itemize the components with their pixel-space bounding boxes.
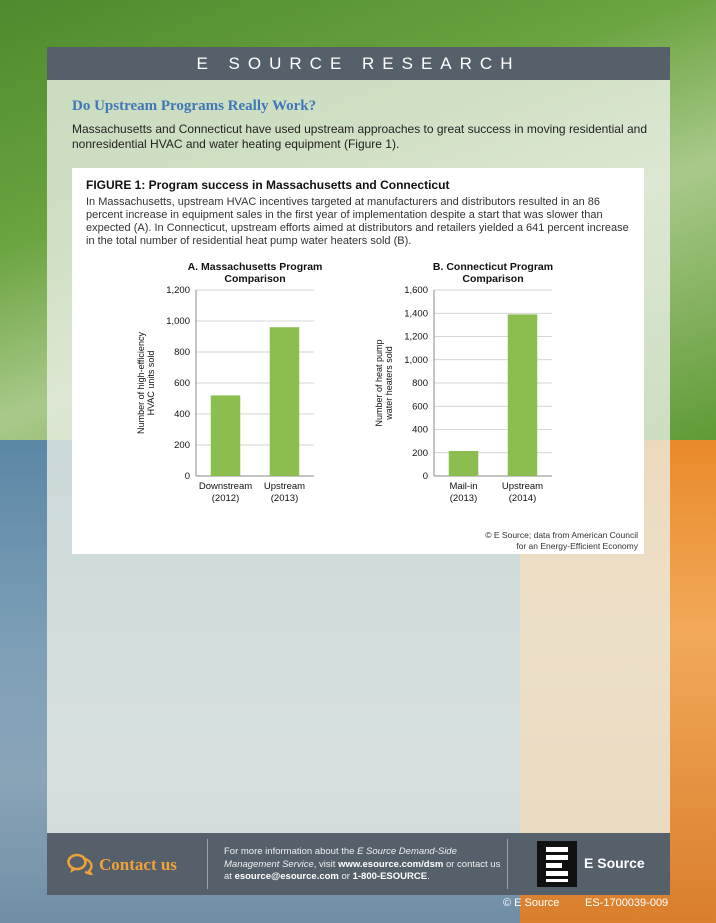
logo-text: E Source	[584, 855, 645, 871]
footer-info-mid3: or	[338, 871, 353, 882]
figure-description: In Massachusetts, upstream HVAC incentives targeted at manufacturers and distributors resulted in an 86 percent increase in equipment sales in the first year of implementation despite a start that was slower than expected (A). In Connecticut, upstream efforts aimed at distributors and retailers yielded a 641 percent increase in the total number of residential heat pump water heaters sold (B).	[86, 196, 629, 247]
document-code: ES-1700039-009	[585, 897, 669, 909]
footer-info-pre: For more information about the	[224, 846, 358, 857]
credit-line-1: © E Source; data from American Council	[485, 530, 638, 540]
y-axis-label: Number of heat pump	[374, 339, 384, 427]
figure-box	[72, 168, 644, 554]
y-tick-label: 0	[184, 471, 190, 482]
chart-title: B. Connecticut Program	[432, 261, 554, 273]
y-tick-label: 1,200	[166, 285, 190, 296]
speech-bubbles-icon[interactable]	[67, 853, 93, 875]
footer-service-name: E Source Demand-Side Management Service	[224, 846, 457, 870]
bar	[449, 451, 479, 476]
bar	[270, 327, 300, 476]
y-tick-label: 0	[422, 471, 428, 482]
footer-info-end: .	[427, 871, 430, 882]
y-tick-label: 1,000	[166, 316, 190, 327]
footer-divider	[507, 839, 508, 889]
y-tick-label: 200	[412, 447, 428, 459]
x-tick-label: (2013)	[270, 493, 299, 504]
y-tick-label: 200	[174, 440, 190, 451]
intro-text: Massachusetts and Connecticut have used upstream approaches to great success in moving residential and nonresidential HVAC and water heating equipment (Figure 1).	[72, 122, 647, 151]
x-tick-label: Mail-in	[449, 481, 478, 492]
contact-us-link[interactable]: Contact us	[99, 855, 177, 874]
footer-info	[224, 846, 504, 884]
y-tick-label: 600	[412, 401, 428, 413]
chart-title: Comparison	[224, 273, 286, 285]
y-tick-label: 400	[412, 424, 428, 436]
y-tick-label: 800	[412, 378, 428, 389]
header-title: E SOURCE RESEARCH	[196, 54, 521, 73]
bar	[508, 314, 538, 476]
footer-phone[interactable]: 1-800-ESOURCE	[352, 871, 428, 882]
x-tick-label: (2014)	[508, 493, 537, 504]
footer-divider	[207, 839, 208, 889]
article-intro	[72, 122, 652, 152]
y-axis-label: Number of high-efficiency	[136, 332, 146, 434]
chart-connecticut	[370, 256, 590, 514]
chart-title: A. Massachusetts Program	[187, 261, 323, 273]
chart-title: Comparison	[462, 273, 524, 285]
footer-info-mid: , visit	[313, 858, 339, 870]
y-axis-label: HVAC units sold	[146, 350, 156, 416]
y-tick-label: 600	[174, 378, 190, 389]
footer-email-link[interactable]: esource@esource.com	[234, 871, 339, 882]
x-tick-label: Upstream	[263, 481, 306, 492]
x-tick-label: (2012)	[211, 493, 240, 504]
header-banner	[47, 47, 670, 80]
y-axis-label: water heaters sold	[384, 346, 394, 420]
y-tick-label: 800	[174, 347, 190, 358]
x-tick-label: Upstream	[501, 481, 544, 492]
bar	[211, 395, 241, 476]
copyright: © E Source	[503, 897, 560, 909]
article-title: Do Upstream Programs Really Work?	[72, 98, 317, 114]
credit-line-2: for an Energy-Efficient Economy	[516, 541, 638, 551]
footer-bar	[47, 833, 670, 895]
esource-logo-icon	[537, 841, 577, 887]
chart-massachusetts	[132, 256, 352, 514]
y-tick-label: 1,600	[404, 285, 428, 296]
footer-url-link[interactable]: www.esource.com/dsm	[338, 858, 444, 870]
y-tick-label: 1,400	[404, 308, 428, 320]
y-tick-label: 1,200	[404, 331, 428, 343]
x-tick-label: Downstream	[198, 481, 253, 492]
figure-credit	[402, 530, 638, 552]
y-tick-label: 400	[174, 409, 190, 420]
x-tick-label: (2013)	[449, 493, 478, 504]
y-tick-label: 1,000	[404, 354, 428, 366]
figure-title: FIGURE 1: Program success in Massachusetts and Connecticut	[86, 178, 450, 192]
footer-info-mid2: or contact us at	[224, 858, 501, 882]
